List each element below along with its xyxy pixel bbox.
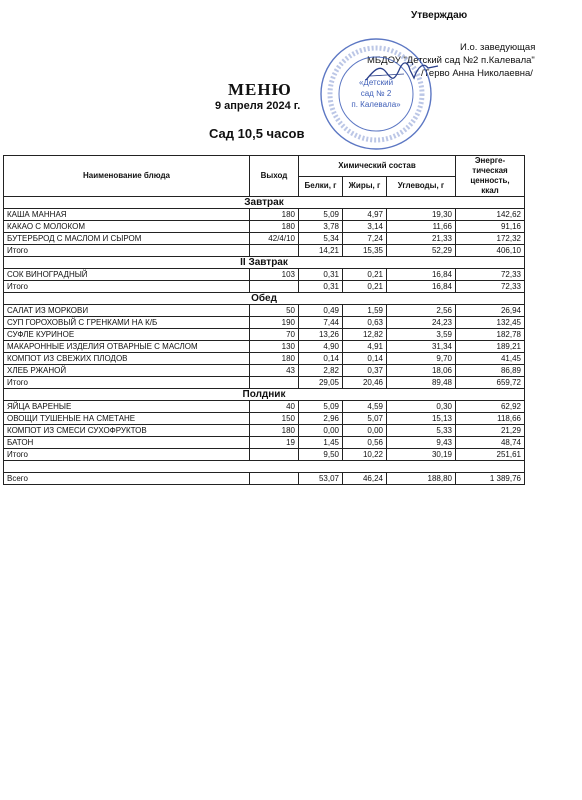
dish-name: СУП ГОРОХОВЫЙ С ГРЕНКАМИ НА К/Б [4, 317, 250, 329]
dish-protein: 2,82 [299, 365, 343, 377]
dish-name: САЛАТ ИЗ МОРКОВИ [4, 305, 250, 317]
total-fat: 10,22 [343, 449, 387, 461]
section-total-row [4, 449, 525, 461]
section-title: Полдник [4, 389, 525, 401]
dish-name: КОМПОТ ИЗ СВЕЖИХ ПЛОДОВ [4, 353, 250, 365]
dish-carb: 24,23 [387, 317, 456, 329]
table-row [4, 221, 525, 233]
dish-fat: 7,24 [343, 233, 387, 245]
dish-kcal: 48,74 [456, 437, 525, 449]
grand-total-protein: 53,07 [299, 473, 343, 485]
dish-kcal: 182,78 [456, 329, 525, 341]
dish-protein: 4,90 [299, 341, 343, 353]
stamp-line-3: п. Калевала» [351, 100, 401, 109]
dish-kcal: 142,62 [456, 209, 525, 221]
table-row [4, 401, 525, 413]
dish-name: ЯЙЦА ВАРЕНЫЕ [4, 401, 250, 413]
dish-yield: 180 [250, 221, 299, 233]
dish-protein: 0,31 [299, 269, 343, 281]
menu-table [3, 155, 525, 485]
dish-kcal: 21,29 [456, 425, 525, 437]
table-row [4, 353, 525, 365]
total-yield-empty [250, 377, 299, 389]
table-row [4, 233, 525, 245]
dish-fat: 0,63 [343, 317, 387, 329]
section-title: Обед [4, 293, 525, 305]
dish-yield: 103 [250, 269, 299, 281]
dish-carb: 5,33 [387, 425, 456, 437]
dish-protein: 1,45 [299, 437, 343, 449]
dish-fat: 12,82 [343, 329, 387, 341]
total-fat: 20,46 [343, 377, 387, 389]
organization-stamp [318, 36, 434, 152]
dish-name: СОК ВИНОГРАДНЫЙ [4, 269, 250, 281]
grand-total-fat: 46,24 [343, 473, 387, 485]
section-title: Завтрак [4, 197, 525, 209]
total-yield-empty [250, 449, 299, 461]
table-row [4, 209, 525, 221]
approve-label: Утверждаю [411, 10, 468, 21]
total-protein: 0,31 [299, 281, 343, 293]
dish-kcal: 41,45 [456, 353, 525, 365]
menu-body [4, 197, 525, 485]
table-row [4, 269, 525, 281]
dish-fat: 0,37 [343, 365, 387, 377]
dish-carb: 21,33 [387, 233, 456, 245]
signature [364, 56, 440, 86]
dish-fat: 4,91 [343, 341, 387, 353]
dish-yield: 50 [250, 305, 299, 317]
total-label: Итого [4, 281, 250, 293]
dish-fat: 4,59 [343, 401, 387, 413]
dish-carb: 0,30 [387, 401, 456, 413]
col-header-yield: Выход [250, 156, 299, 197]
total-carb: 52,29 [387, 245, 456, 257]
dish-name: БАТОН [4, 437, 250, 449]
dish-name: КОМПОТ ИЗ СМЕСИ СУХОФРУКТОВ [4, 425, 250, 437]
dish-yield: 42/4/10 [250, 233, 299, 245]
dish-yield: 180 [250, 353, 299, 365]
dish-name: ОВОЩИ ТУШЕНЫЕ НА СМЕТАНЕ [4, 413, 250, 425]
dish-kcal: 189,21 [456, 341, 525, 353]
total-kcal: 406,10 [456, 245, 525, 257]
dish-carb: 16,84 [387, 269, 456, 281]
total-kcal: 659,72 [456, 377, 525, 389]
total-protein: 29,05 [299, 377, 343, 389]
dish-name: ХЛЕБ РЖАНОЙ [4, 365, 250, 377]
dish-carb: 15,13 [387, 413, 456, 425]
total-label: Итого [4, 245, 250, 257]
col-header-energy [456, 156, 525, 197]
table-row [4, 425, 525, 437]
total-carb: 89,48 [387, 377, 456, 389]
dish-yield: 190 [250, 317, 299, 329]
dish-kcal: 118,66 [456, 413, 525, 425]
col-header-name: Наименование блюда [4, 156, 250, 197]
dish-protein: 7,44 [299, 317, 343, 329]
energy-line-1: Энерге- [474, 156, 506, 165]
group-label: Сад 10,5 часов [209, 126, 305, 141]
col-header-fat: Жиры, г [343, 176, 387, 197]
section-header-row [4, 197, 525, 209]
dish-carb: 18,06 [387, 365, 456, 377]
table-row [4, 365, 525, 377]
dish-kcal: 172,32 [456, 233, 525, 245]
dish-protein: 0,49 [299, 305, 343, 317]
dish-name: СУФЛЕ КУРИНОЕ [4, 329, 250, 341]
total-yield-empty [250, 245, 299, 257]
total-fat: 0,21 [343, 281, 387, 293]
grand-total-label: Всего [4, 473, 250, 485]
dish-carb: 31,34 [387, 341, 456, 353]
table-row [4, 317, 525, 329]
col-header-protein: Белки, г [299, 176, 343, 197]
stamp-line-2: сад № 2 [360, 89, 392, 98]
energy-line-3: ценность, [470, 176, 510, 185]
director-title: И.о. заведующая [460, 42, 536, 53]
organization-name: МБДОУ "Детский сад №2 п.Калевала" [367, 55, 535, 66]
dish-kcal: 62,92 [456, 401, 525, 413]
table-row [4, 305, 525, 317]
dish-fat: 1,59 [343, 305, 387, 317]
dish-name: БУТЕРБРОД С МАСЛОМ И СЫРОМ [4, 233, 250, 245]
dish-carb: 11,66 [387, 221, 456, 233]
section-total-row [4, 245, 525, 257]
table-row [4, 329, 525, 341]
dish-carb: 2,56 [387, 305, 456, 317]
total-kcal: 251,61 [456, 449, 525, 461]
section-total-row [4, 281, 525, 293]
table-row [4, 437, 525, 449]
dish-yield: 180 [250, 425, 299, 437]
col-header-chem: Химический состав [299, 156, 456, 177]
dish-fat: 3,14 [343, 221, 387, 233]
total-label: Итого [4, 377, 250, 389]
dish-name: МАКАРОННЫЕ ИЗДЕЛИЯ ОТВАРНЫЕ С МАСЛОМ [4, 341, 250, 353]
dish-carb: 19,30 [387, 209, 456, 221]
dish-yield: 150 [250, 413, 299, 425]
dish-yield: 70 [250, 329, 299, 341]
total-carb: 16,84 [387, 281, 456, 293]
spacer-row [4, 461, 525, 473]
dish-protein: 2,96 [299, 413, 343, 425]
total-kcal: 72,33 [456, 281, 525, 293]
section-title: II Завтрак [4, 257, 525, 269]
section-header-row [4, 389, 525, 401]
table-header-row [4, 156, 525, 177]
dish-name: КАША МАННАЯ [4, 209, 250, 221]
total-carb: 30,19 [387, 449, 456, 461]
dish-protein: 13,26 [299, 329, 343, 341]
dish-kcal: 132,45 [456, 317, 525, 329]
dish-protein: 5,09 [299, 401, 343, 413]
director-name: /Терво Анна Николаевна/ [421, 68, 533, 79]
dish-fat: 5,07 [343, 413, 387, 425]
table-row [4, 341, 525, 353]
total-protein: 9,50 [299, 449, 343, 461]
dish-protein: 5,09 [299, 209, 343, 221]
dish-kcal: 26,94 [456, 305, 525, 317]
dish-kcal: 72,33 [456, 269, 525, 281]
dish-name: КАКАО С МОЛОКОМ [4, 221, 250, 233]
page-title: МЕНЮ [228, 80, 292, 99]
energy-line-2: тическая [472, 166, 508, 175]
dish-fat: 0,00 [343, 425, 387, 437]
section-header-row [4, 293, 525, 305]
dish-yield: 40 [250, 401, 299, 413]
dish-fat: 0,14 [343, 353, 387, 365]
dish-carb: 9,43 [387, 437, 456, 449]
dish-protein: 5,34 [299, 233, 343, 245]
dish-protein: 0,00 [299, 425, 343, 437]
grand-total-carb: 188,80 [387, 473, 456, 485]
dish-protein: 3,78 [299, 221, 343, 233]
dish-fat: 0,21 [343, 269, 387, 281]
dish-carb: 9,70 [387, 353, 456, 365]
dish-yield: 19 [250, 437, 299, 449]
section-header-row [4, 257, 525, 269]
dish-fat: 0,56 [343, 437, 387, 449]
dish-kcal: 91,16 [456, 221, 525, 233]
grand-total-yield-empty [250, 473, 299, 485]
total-fat: 15,35 [343, 245, 387, 257]
dish-kcal: 86,89 [456, 365, 525, 377]
dish-fat: 4,97 [343, 209, 387, 221]
dish-protein: 0,14 [299, 353, 343, 365]
spacer-cell [4, 461, 525, 473]
dish-carb: 3,59 [387, 329, 456, 341]
energy-line-4: ккал [481, 186, 499, 195]
total-yield-empty [250, 281, 299, 293]
total-label: Итого [4, 449, 250, 461]
stamp-line-1: «Детский [358, 78, 394, 87]
grand-total-kcal: 1 389,76 [456, 473, 525, 485]
section-total-row [4, 377, 525, 389]
table-row [4, 413, 525, 425]
grand-total-row [4, 473, 525, 485]
col-header-carb: Углеводы, г [387, 176, 456, 197]
menu-date: 9 апреля 2024 г. [215, 100, 301, 112]
total-protein: 14,21 [299, 245, 343, 257]
dish-yield: 43 [250, 365, 299, 377]
dish-yield: 180 [250, 209, 299, 221]
dish-yield: 130 [250, 341, 299, 353]
